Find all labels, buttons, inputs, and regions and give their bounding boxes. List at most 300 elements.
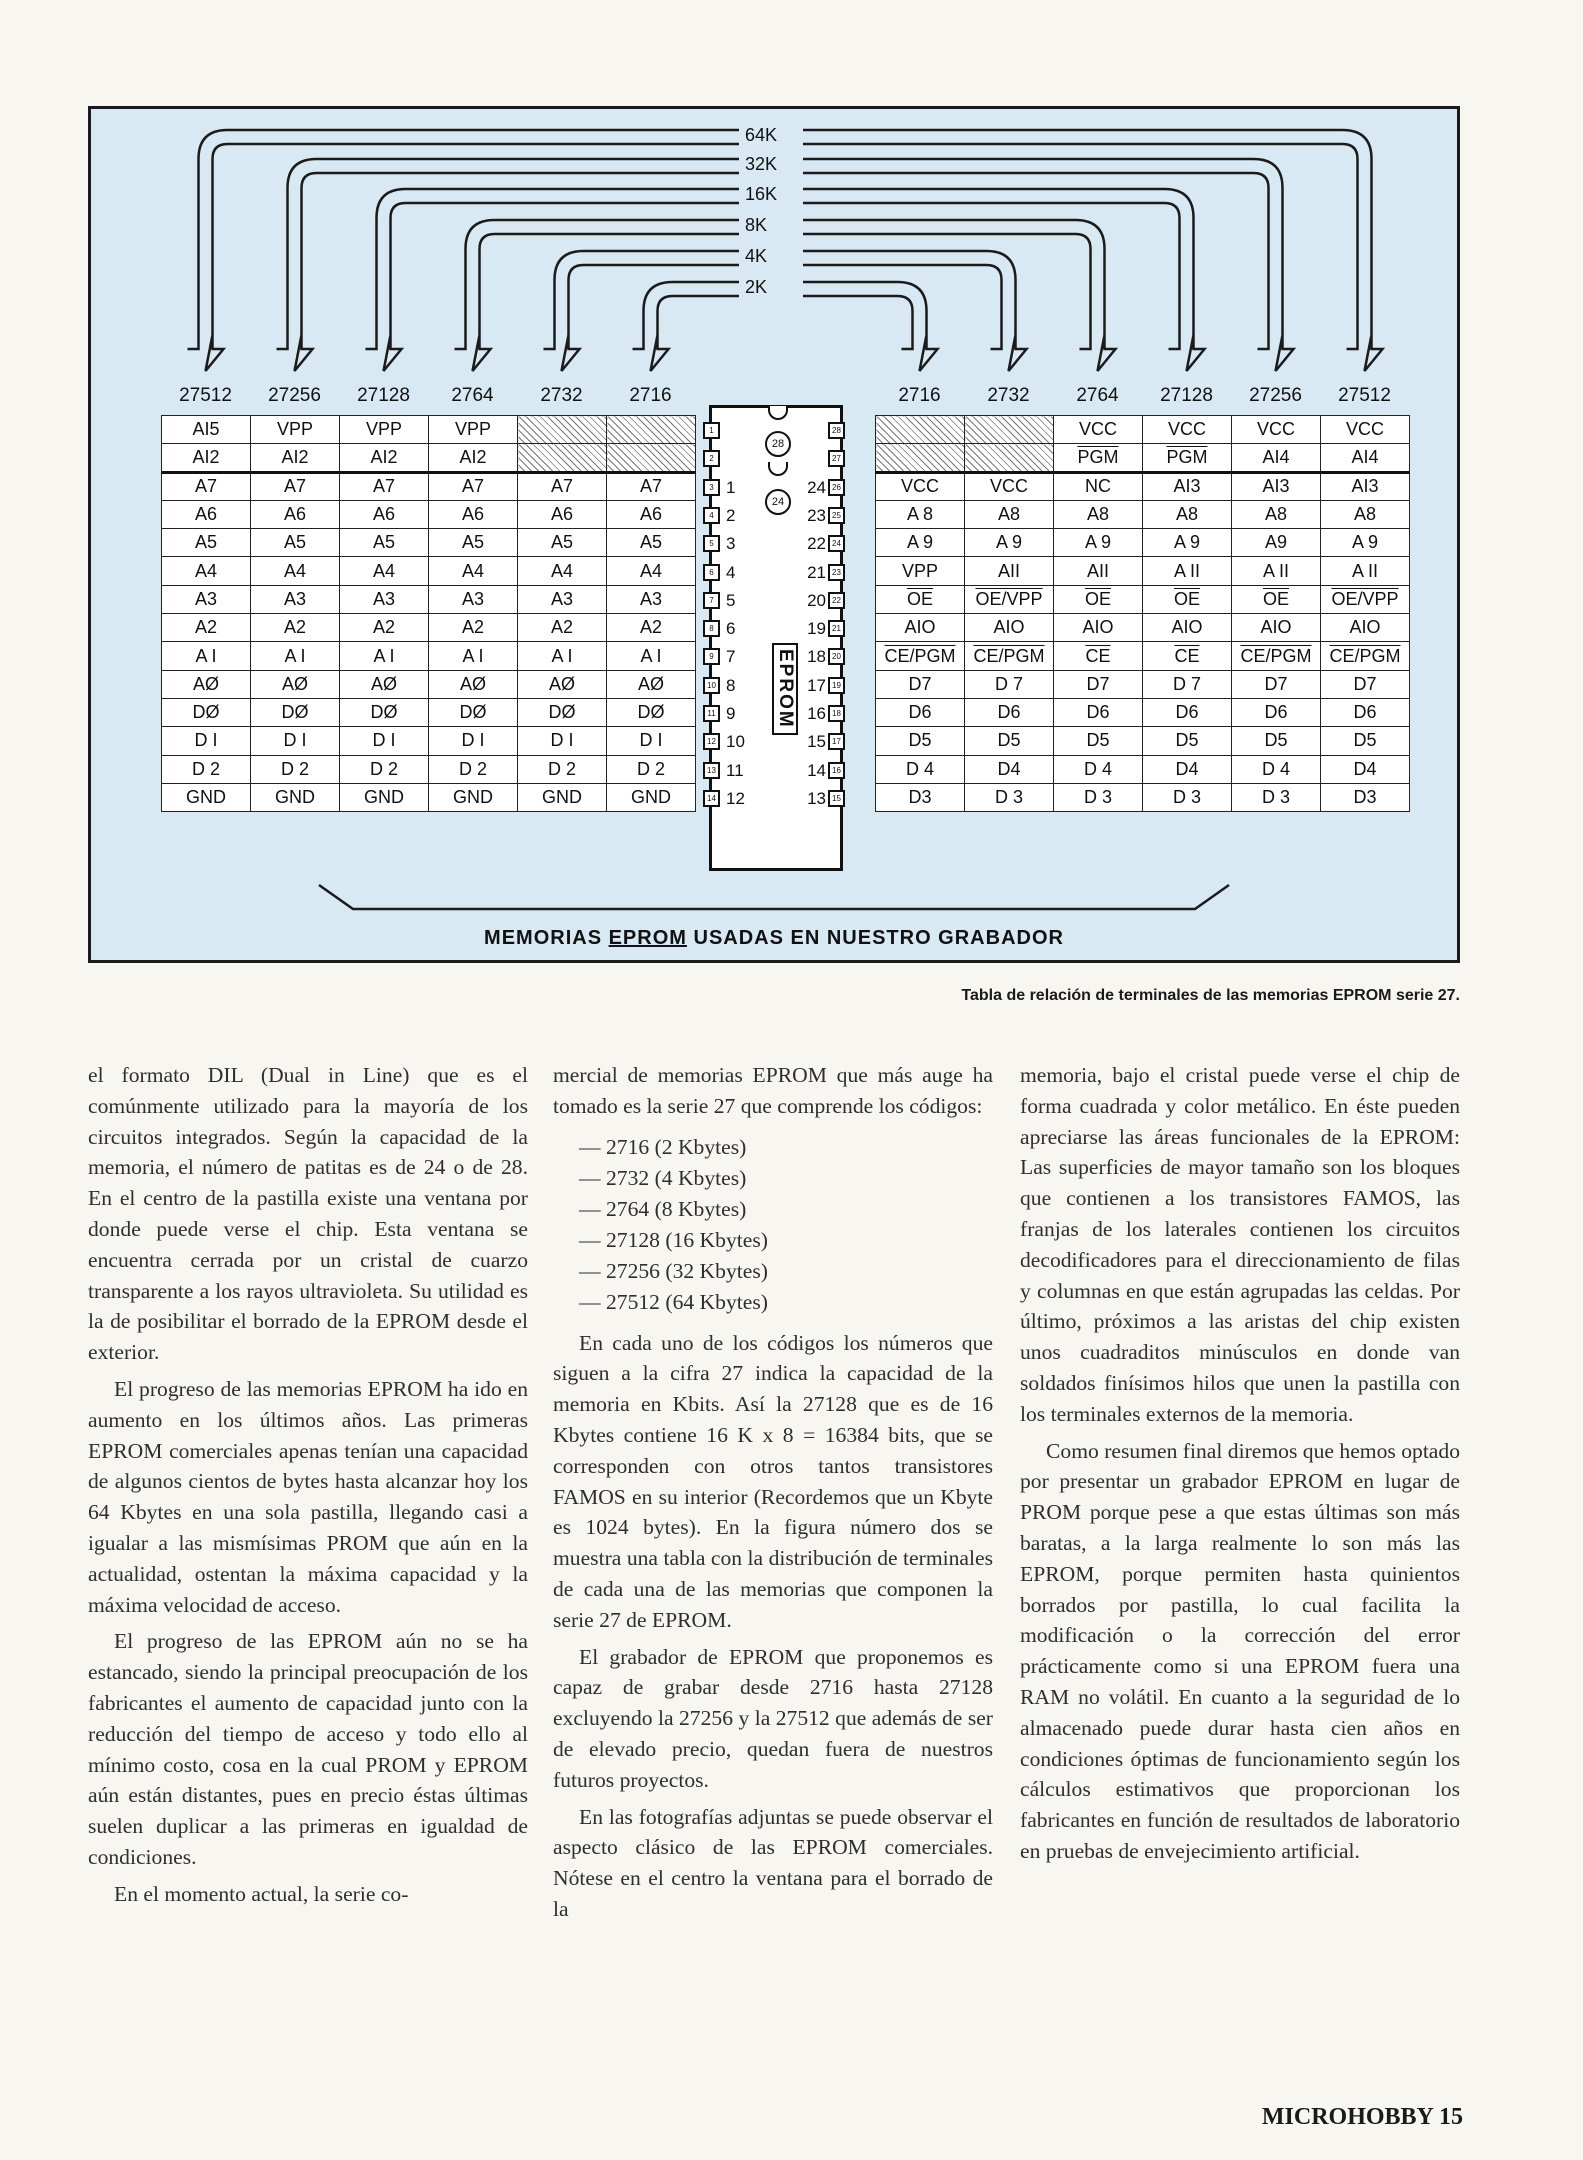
pin-cell: D5 [1054,727,1143,755]
pin-row [162,416,696,444]
pin-number-28: 21 [828,620,845,637]
pin-cell: A8 [965,500,1054,528]
arrow-head-right [902,335,938,371]
pin-cell: A4 [162,557,251,585]
pin-cell: D6 [1143,698,1232,726]
chip-type-header: 2764 [1076,385,1119,406]
pin-cell: D3 [876,783,965,811]
pin-number-24: 18 [807,647,826,667]
col2-intro: mercial de memorias EPROM que más auge ha tomado es la serie 27 que comprende los códigos: [553,1063,993,1118]
pin-cell: VPP [251,416,340,444]
chip-type-header: 2716 [629,385,672,406]
pin-cell: A I [518,642,607,670]
pin-cell: AII [965,557,1054,585]
pin-cell: D 4 [1054,755,1143,783]
pin-row [162,614,696,642]
eprom-pinout-diagram [88,106,1460,963]
pin-cell [607,416,696,444]
arrow-right-outer [803,282,927,335]
pin-cell: A II [1321,557,1410,585]
arrow-left-inner [391,203,740,335]
pin-cell: D4 [1321,755,1410,783]
col2-paragraph: El grabador de EPROM que proponemos es capaz de grabar desde 2716 hasta 27128 excluyendo la 27256 y la 27512 que además de ser de elevado precio, quedan fuera de nuestros futuros proyectos. [553,1644,993,1792]
pin1-marker-28: 28 [765,431,791,457]
pin-cell: D4 [1143,755,1232,783]
arrow-left-inner [658,296,740,335]
pin-cell: AI2 [340,444,429,472]
text-column-2 [553,1060,993,1925]
pin-row [162,557,696,585]
pin-cell: VCC [1143,416,1232,444]
pin-cell: GND [518,783,607,811]
pin-cell: D I [607,727,696,755]
pin-cell: A5 [340,529,429,557]
pin-row [876,472,1410,500]
arrow-right-outer [803,189,1194,335]
pin-row [876,557,1410,585]
pin-cell: A3 [429,585,518,613]
pin-number-24: 22 [807,534,826,554]
pin-cell: VPP [876,557,965,585]
pin-number-28: 25 [828,507,845,524]
pin-number-28: 1 [703,422,720,439]
page-footer [1262,2104,1463,2131]
pin-cell: AI4 [1321,444,1410,472]
arrow-right-outer [803,130,1372,335]
pin-cell: AI4 [1232,444,1321,472]
col2-paragraph: En las fotografías adjuntas se puede observar el aspecto clásico de las EPROM comerciales. Nótese en el centro la ventana para el borrado de la [553,1804,993,1921]
chip-type-header: 27512 [1338,385,1391,406]
pin-row [876,444,1410,472]
pin-row [162,670,696,698]
page-number: 15 [1439,2104,1463,2130]
pin-cell: D I [340,727,429,755]
pin-cell: A8 [1054,500,1143,528]
pin-cell: A6 [251,500,340,528]
pin-cell: A I [607,642,696,670]
pin-cell: A I [162,642,251,670]
pin-cell: A4 [518,557,607,585]
pin-cell: A 9 [965,529,1054,557]
pin-cell: AØ [429,670,518,698]
pin-cell [518,416,607,444]
pin-number-28: 23 [828,564,845,581]
pin-cell: A7 [429,472,518,500]
pin-cell: $\overline{OE}$ [1054,585,1143,613]
pin-cell: VCC [1321,416,1410,444]
right-pin-table [875,415,1410,812]
pin-cell: D 3 [1232,783,1321,811]
pin-row [876,642,1410,670]
arrow-head-left [544,335,580,371]
pin-cell: $\overline{CE}$ [1143,642,1232,670]
pin-cell: A8 [1232,500,1321,528]
arrow-left-inner [569,265,740,335]
pin-cell: D5 [876,727,965,755]
pin-cell: $\overline{OE}$ [876,585,965,613]
pin-cell [876,444,965,472]
pin-cell: D6 [876,698,965,726]
pin-cell: VCC [876,472,965,500]
pin-cell: A3 [340,585,429,613]
pin-cell: A3 [607,585,696,613]
list-item: — 2732 (4 Kbytes) [579,1165,747,1190]
pin-cell: D4 [965,755,1054,783]
pin-cell: CE/PGM [1321,642,1410,670]
pin-cell: CE/PGM [1232,642,1321,670]
pin-cell: AØ [607,670,696,698]
col3-paragraph: Como resumen final diremos que hemos optado por presentar un grabador EPROM en lugar de PROM porque pese a que estas últimas son más baratas, a la larga realmente lo son más las EPROM, porque permiten hasta quinientos borrados por pastilla, lo cual facilita la modificación o la corrección del error prácticamente como si una EPROM fuera una RAM no volátil. En cuanto a la seguridad de lo almacenado puede durar hasta cien años en condiciones óptimas de funcionamiento según los cálculos estimativos que proporcionan los fabricantes en función de resultados de laboratorio en pruebas de envejecimiento artificial. [1020,1438,1460,1863]
pin-cell: D6 [965,698,1054,726]
pin-cell: A2 [518,614,607,642]
pin-cell: A 8 [876,500,965,528]
pin-number-28: 2 [703,450,720,467]
pin-cell: AIO [1054,614,1143,642]
pin-cell: D7 [1054,670,1143,698]
pin-cell: A4 [251,557,340,585]
pin-cell: A7 [340,472,429,500]
pin-cell: A2 [340,614,429,642]
arrow-left-inner [302,173,740,335]
pin-cell: D5 [1321,727,1410,755]
col1-paragraph: el formato DIL (Dual in Line) que es el comúnmente utilizado para la mayoría de los circuitos integrados. Según la capacidad de la memoria, el número de patitas es de 24 o de 28. En el centro de la pastilla existe una ventana por donde puede verse el chip. Esta ventana se encuentra cerrada por un cristal de cuarzo transparente a los rayos ultravioleta. Su utilidad es la de posibilitar el borrado de la EPROM desde el exterior. [88,1063,528,1365]
list-item: — 27128 (16 Kbytes) [579,1227,768,1252]
pin-cell: AØ [251,670,340,698]
arrow-right-inner [803,234,1091,335]
pin1-marker-24: 24 [765,489,791,515]
col2-paragraph: En cada uno de los códigos los números que siguen a la cifra 27 indica la capacidad de la memoria en Kbits. Así la 27128 que es de 16 Kbytes contiene 16 K x 8 = 16384 bits, que se corresponden con otros tantos transistores FAMOS en su interior (Recordemos que un Kbyte es 1024 bytes). En la figura número dos se muestra una tabla con la distribución de terminales de cada una de las memorias que componen la serie 27 de EPROM. [553,1330,993,1632]
pin-cell: AI2 [162,444,251,472]
pin-cell: AIO [1143,614,1232,642]
pin-number-24: 7 [726,647,736,667]
arrow-right-outer [803,159,1283,335]
pin-number-24: 6 [726,619,736,639]
pin-cell: GND [340,783,429,811]
pin-cell: D6 [1054,698,1143,726]
pin-number-28: 10 [703,677,720,694]
pin-row [876,727,1410,755]
pin-number-28: 3 [703,479,720,496]
chip-notch-24 [768,462,788,476]
pin-row [162,472,696,500]
pin-cell: A8 [1321,500,1410,528]
pin-cell: DØ [518,698,607,726]
arrow-head-right [1258,335,1294,371]
pin-cell: D 2 [429,755,518,783]
pin-number-24: 17 [807,675,826,695]
pin-cell: A3 [162,585,251,613]
arrow-right-outer [803,251,1016,335]
pin-row [876,416,1410,444]
pin-row [876,755,1410,783]
pin-cell: $\overline{OE}$ [1143,585,1232,613]
pin-cell: D6 [1321,698,1410,726]
pin-cell: VCC [1054,416,1143,444]
arrow-head-right [1169,335,1205,371]
pin-number-28: 28 [828,422,845,439]
pin-cell: D I [162,727,251,755]
pin-cell: $\overline{OE}$ [1232,585,1321,613]
eprom-code-list [579,1132,993,1318]
pin-cell: A I [340,642,429,670]
pin-cell: A7 [251,472,340,500]
figure-caption: Tabla de relación de terminales de las memorias EPROM serie 27. [961,987,1460,1004]
arrow-right-outer [803,220,1105,335]
pin-cell: DØ [251,698,340,726]
pin-row [876,585,1410,613]
pin-cell: A2 [162,614,251,642]
pin-number-24: 16 [807,704,826,723]
diagram-title [91,927,1457,950]
pin-row [162,529,696,557]
pin-number-28: 20 [828,648,845,665]
col1-paragraph: El progreso de las EPROM aún no se ha estancado, siendo la principal preocupación de los fabricantes el aumento de capacidad junto con la reducción del tiempo de acceso y todo ello al mínimo costo, cosa en la cual PROM y EPROM aún están distantes, pues en precio éstas últimas suelen duplicar a las primeras en igualdad de condiciones. [88,1629,528,1869]
pin-cell: D5 [965,727,1054,755]
pin-cell: A5 [429,529,518,557]
pin-row [162,500,696,528]
pin-cell: A6 [518,500,607,528]
pin-cell: NC [1054,472,1143,500]
pin-cell: D 7 [965,670,1054,698]
pin-cell: DØ [429,698,518,726]
pin-cell: D3 [1321,783,1410,811]
pin-cell: DØ [607,698,696,726]
pin-number-24: 4 [726,562,736,582]
pin-cell: AØ [162,670,251,698]
pin-cell: A I [429,642,518,670]
pin-cell: OE/VPP [1321,585,1410,613]
diagram-title-underlined: EPROM [608,927,687,949]
pin-number-28: 5 [703,535,720,552]
arrow-head-left [455,335,491,371]
pin-row [876,500,1410,528]
pin-cell [876,416,965,444]
pin-cell: DØ [162,698,251,726]
pin-row [162,642,696,670]
pin-number-24: 5 [726,590,736,610]
pin-cell: D 2 [251,755,340,783]
pin-cell: D 3 [965,783,1054,811]
chip-type-header: 27128 [1160,385,1213,406]
pin-cell: AI3 [1143,472,1232,500]
pin-cell: AI2 [251,444,340,472]
pin-number-28: 13 [703,762,720,779]
pin-cell: A6 [429,500,518,528]
pin-cell: A7 [607,472,696,500]
pin-number-28: 8 [703,620,720,637]
pin-number-24: 15 [807,732,826,752]
pin-cell: A5 [162,529,251,557]
pin-number-24: 10 [726,732,745,752]
pin-cell [965,416,1054,444]
pin-cell: AII [1054,557,1143,585]
pin-cell: D7 [876,670,965,698]
pin-cell [607,444,696,472]
capacity-label: 32K [741,154,781,175]
pin-cell: D 7 [1143,670,1232,698]
pin-number-28: 12 [703,733,720,750]
pin-cell: D 4 [1232,755,1321,783]
pin-cell: VCC [965,472,1054,500]
arrow-right-inner [803,265,1002,335]
pin-number-24: 1 [726,477,736,497]
text-column-1 [88,1060,528,1910]
pin-cell: A4 [429,557,518,585]
pin-cell: D5 [1232,727,1321,755]
pin-cell: A7 [162,472,251,500]
pin-number-28: 7 [703,592,720,609]
arrow-left-outer [288,159,740,335]
pin-number-28: 15 [828,790,845,807]
arrow-head-left [633,335,669,371]
pin-cell: DØ [340,698,429,726]
pin-row [876,529,1410,557]
pin-number-24: 11 [726,760,744,780]
pin-cell: AIO [1321,614,1410,642]
pin-cell: A7 [518,472,607,500]
chip-type-header: 2764 [451,385,494,406]
pin-cell: D7 [1232,670,1321,698]
pin-cell: A2 [607,614,696,642]
pin-number-24: 9 [726,704,736,723]
pin-row [876,698,1410,726]
pin-cell: VPP [429,416,518,444]
chip-type-header: 2716 [898,385,941,406]
pin-cell: A II [1143,557,1232,585]
eprom-chip [709,405,843,871]
pin-row [162,585,696,613]
pin-cell: D I [251,727,340,755]
pin-cell: D 3 [1143,783,1232,811]
pin-cell: A4 [340,557,429,585]
capacity-label: 8K [741,215,771,236]
arrow-left-inner [480,234,740,335]
pin-cell: CE/PGM [965,642,1054,670]
pin-cell: A3 [518,585,607,613]
pin-number-24: 19 [807,619,826,639]
pin-cell: D7 [1321,670,1410,698]
pin-cell: A 9 [1321,529,1410,557]
pin-cell: A I [251,642,340,670]
pin-cell: $\overline{PGM}$ [1143,444,1232,472]
chip-type-header: 2732 [540,385,583,406]
pin-cell: A6 [607,500,696,528]
col1-paragraph: En el momento actual, la serie co- [114,1881,409,1906]
pin-number-28: 4 [703,507,720,524]
pin-cell: A3 [251,585,340,613]
pin-number-28: 14 [703,790,720,807]
pin-row [162,755,696,783]
list-item: — 2764 (8 Kbytes) [579,1196,747,1221]
pin-cell: D 2 [162,755,251,783]
pin-cell: AI3 [1232,472,1321,500]
left-pin-table [161,415,696,812]
arrow-head-left [188,335,224,371]
capacity-label: 16K [741,184,781,205]
pin-cell: CE/PGM [876,642,965,670]
pin-cell: A 9 [1054,529,1143,557]
pin-number-28: 18 [828,705,845,722]
arrow-head-left [366,335,402,371]
pin-cell: GND [429,783,518,811]
list-item: — 27256 (32 Kbytes) [579,1258,768,1283]
pin-number-24: 21 [807,562,826,582]
chip-type-header: 27128 [357,385,410,406]
arrow-head-right [1080,335,1116,371]
pin-cell: D6 [1232,698,1321,726]
capacity-label: 64K [741,125,781,146]
capacity-label: 2K [741,277,771,298]
chip-label: EPROM [772,643,798,735]
pin-number-28: 19 [828,677,845,694]
list-item: — 27512 (64 Kbytes) [579,1289,768,1314]
pin-cell: D I [429,727,518,755]
list-item: — 2716 (2 Kbytes) [579,1134,747,1159]
arrow-head-right [991,335,1027,371]
text-column-3 [1020,1060,1460,1867]
pin-number-28: 6 [703,564,720,581]
col1-paragraph: El progreso de las memorias EPROM ha ido en aumento en los últimos años. Las primeras EPROM comerciales apenas tenían una capacidad de algunos cientos de bytes hasta alcanzar hoy los 64 Kbytes en una sola pastilla, llegando casi a igualar a las mismísimas PROM que aún en la actualidad, ostentan la máxima capacidad y la máxima velocidad de acceso. [88,1376,528,1617]
pin-cell: A II [1232,557,1321,585]
pin-row [876,670,1410,698]
pin-cell: AØ [340,670,429,698]
bottom-brace [319,885,1229,909]
pin-cell: AIO [1232,614,1321,642]
pin-number-24: 24 [807,477,826,497]
pin-cell: D 3 [1054,783,1143,811]
pin-cell: D5 [1143,727,1232,755]
pin-number-24: 12 [726,788,745,808]
pin-cell: AIO [965,614,1054,642]
pin-cell: A4 [607,557,696,585]
pin-number-24: 13 [807,788,826,808]
pin-cell: AI5 [162,416,251,444]
pin-row [162,727,696,755]
pin-cell: AI3 [1321,472,1410,500]
chip-type-header: 27256 [1249,385,1302,406]
magazine-name: MICROHOBBY [1261,2104,1433,2130]
pin-cell: A8 [1143,500,1232,528]
pin-cell: D 2 [518,755,607,783]
arrow-head-right [1347,335,1383,371]
pin-number-24: 2 [726,505,736,525]
arrow-head-left [277,335,313,371]
chip-type-header: 2732 [987,385,1030,406]
pin-cell: D 4 [876,755,965,783]
diagram-title-part2: USADAS EN NUESTRO GRABADOR [686,927,1064,949]
pin-cell [965,444,1054,472]
pin-cell: $\overline{CE}$ [1054,642,1143,670]
pin-number-24: 8 [726,675,736,695]
chip-notch-28 [768,406,788,420]
pin-row [876,614,1410,642]
arrow-right-inner [803,296,913,335]
pin-cell: GND [251,783,340,811]
pin-number-28: 26 [828,479,845,496]
pin-number-24: 23 [807,505,826,525]
pin-number-24: 20 [807,590,826,610]
pin-cell: AI2 [429,444,518,472]
chip-type-header: 27512 [179,385,232,406]
pin-number-28: 22 [828,592,845,609]
pin-row [162,698,696,726]
pin-number-28: 11 [703,705,720,722]
pin-cell: A6 [340,500,429,528]
pin-number-28: 9 [703,648,720,665]
pin-cell: D 2 [340,755,429,783]
pin-cell: VCC [1232,416,1321,444]
col3-paragraph: memoria, bajo el cristal puede verse el chip de forma cuadrada y color metálico. En éste pueden apreciarse las áreas funcionales de la EPROM: Las superficies de mayor tamaño son los bloques que contienen a los transistores FAMOS, las franjas de los laterales contienen los circuitos decodificadores para el direccionamiento de filas y columnas en que están agrupadas las celdas. Por último, próximos a las aristas del chip existen unos cuadraditos minúsculos en donde van soldados finísimos hilos que unen la pastilla con los terminales externos de la memoria. [1020,1063,1460,1426]
